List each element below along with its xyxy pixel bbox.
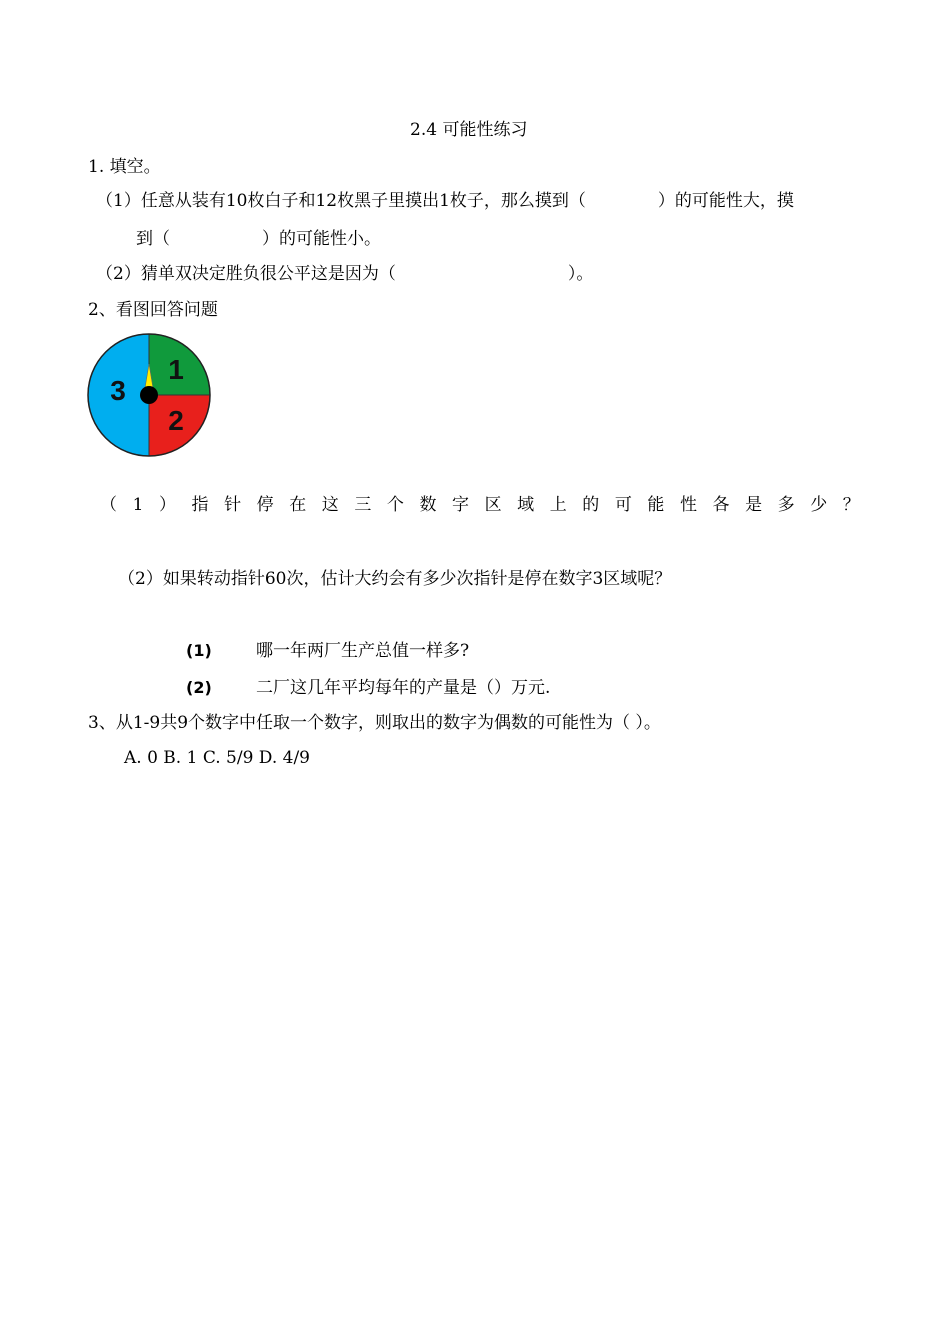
- justified-char: 各: [712, 495, 730, 515]
- spinner-figure: [86, 332, 212, 458]
- question-3-heading: 3、从1-9共9个数字中任取一个数字，则取出的数字为偶数的可能性为（ ）。: [88, 713, 661, 733]
- question-2-item-2: （2）如果转动指针60次，估计大约会有多少次指针是停在数字3区域呢？: [118, 569, 672, 589]
- justified-char: 个: [386, 495, 404, 515]
- justified-char: 针: [224, 495, 242, 515]
- justified-char: 三: [354, 495, 372, 515]
- justified-char: 指: [191, 495, 209, 515]
- question-2-heading: 2、看图回答问题: [88, 300, 218, 320]
- justified-char: 多: [777, 495, 795, 515]
- spinner-label-2: 2: [168, 405, 184, 436]
- question-1-heading: 1. 填空。: [88, 157, 161, 177]
- justified-char: 数: [419, 495, 437, 515]
- question-2-item-1: [100, 494, 860, 516]
- page-title: 2.4 可能性练习: [410, 120, 528, 140]
- sub-question-2: (2) 二厂这几年平均每年的产量是（）万元.: [186, 678, 551, 698]
- justified-char: 性: [679, 495, 697, 515]
- justified-char: ？: [842, 495, 860, 515]
- justified-char: 在: [289, 495, 307, 515]
- justified-char: （: [100, 495, 117, 515]
- question-1-item-2: （2）猜单双决定胜负很公平这是因为（ ）。: [96, 264, 594, 284]
- spinner-label-3: 3: [110, 375, 126, 406]
- justified-char: 能: [647, 495, 665, 515]
- justified-char: 停: [256, 495, 274, 515]
- justified-char: ）: [158, 495, 176, 515]
- justified-char: 这: [321, 495, 339, 515]
- justified-char: 域: [517, 495, 535, 515]
- justified-char: 少: [810, 495, 828, 515]
- justified-char: 可: [614, 495, 632, 515]
- justified-char: 区: [484, 495, 502, 515]
- spinner-hub: [140, 386, 158, 404]
- justified-char: 的: [582, 495, 600, 515]
- justified-char: 是: [745, 495, 763, 515]
- sub-question-1: (1) 哪一年两厂生产总值一样多?: [186, 641, 470, 661]
- justified-char: 字: [452, 495, 470, 515]
- spinner-label-1: 1: [168, 354, 184, 385]
- justified-char: 1: [132, 495, 144, 515]
- question-3-options: A. 0 B. 1 C. 5/9 D. 4/9: [124, 748, 310, 768]
- question-1-item-1: （1）任意从装有10枚白子和12枚黑子里摸出1枚子，那么摸到（ ）的可能性大，摸: [96, 191, 794, 211]
- question-1-item-1-continued: 到（ ）的可能性小。: [136, 229, 381, 249]
- justified-char: 上: [549, 495, 567, 515]
